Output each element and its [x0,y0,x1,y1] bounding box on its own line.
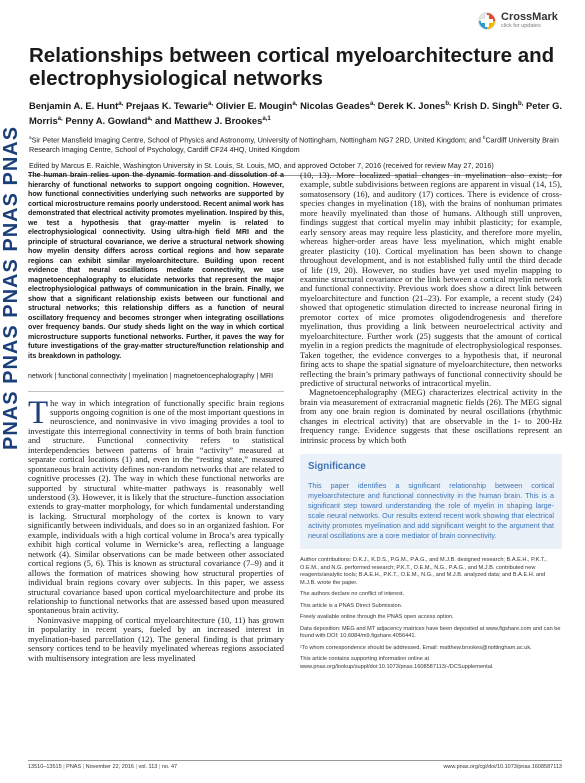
footer-doi-link[interactable]: www.pnas.org/cgi/doi/10.1073/pnas.1608587113 [443,764,562,770]
data-deposition[interactable]: Data deposition: MEG and MT adjacency matrices have been deposited at www.figshare.com and can be found with DOI: 10.6084/m9.figshare.4056441. [300,625,561,640]
article-columns [28,171,562,759]
body-paragraph: Noninvasive mapping of cortical myeloarchitecture (10, 11) has grown in popularity in recent years, fueled by an increased interest in myelination-based parcellation (12). The general finding is that primary sensory cortices tend to be heavily myelinated whereas regions associated with multisensory integration are less myelinated [28,614,284,663]
drop-cap: T [28,394,49,431]
footer-citation [28,764,177,770]
body-paragraph: Magnetoencephalography (MEG) characterizes electrical activity in the brain via measurement of extracranial magnetic fields (26). The MEG signal from any one brain region is dominated by neural oscillations (rhythmic changes in electrical activity) that are observable in the 1- to 200-Hz frequency range. Evidence suggests that these oscillations represent an intrinsic process by which both [300,387,562,445]
footer-number: no. 47 [161,764,178,770]
body-text-left [28,394,284,664]
significance-box [300,454,562,549]
crossmark-label: CrossMark [501,11,558,23]
right-column [300,171,562,675]
footer-separator: | [82,764,86,770]
article-header [28,44,562,176]
significance-title: Significance [308,461,366,473]
edited-by-line: Edited by Marcus E. Raichle, Washington University in St. Louis, St. Louis, MO, and approved October 7, 2016 (received for review May 27, 2016) [29,161,494,171]
article-info-notes [300,557,562,671]
open-access-note: Freely available online through the PNAS open access option. [300,614,454,621]
left-column [28,171,284,663]
page-footer [28,760,562,773]
submission-note: This article is a PNAS Direct Submission. [300,602,403,609]
author-contributions: Author contributions: D.K.J., K.D.S., P.G.M., P.A.G., and M.J.B. designed research; B.A.E.H., P.K.T., O.E.M., and N.G. performed research; P.K.T., O.E.M., N.G., P.A.G., and M.J.B. contributed new reagents/analytic tools; B.A.E.H., P.K.T., O.E.M., N.G., and M.J.B. analyzed data; and B.A.E.H. and M.J.B. wrote the paper. [300,557,547,586]
footer-journal: PNAS [66,764,82,770]
footer-separator: | [63,764,67,770]
conflict-statement: The authors declare no conflict of interest. [300,591,405,598]
abstract: The human brain relies upon the dynamic formation and dissolution of a hierarchy of functional networks to support ongoing cognition. However, how functional connectivities underlying such networks are supported by cortical microstructure remains poorly understood. Recent animal work has demonstrated that electrical activity promotes myelination. Inspired by this, we test a hypothesis that gray-matter myelin is related to electrophysiological connectivity. Using ultra-high field MRI and the principle of structural covariance, we derive a structural network showing how myelin density differs across cortical regions and how separate regions can exhibit similar myeloarchitecture. Building upon recent evidence that neural oscillations mediate connectivity, we use magnetoencephalography to elucidate networks that represent the major electrophysiological pathways of communication in the brain. Finally, we show that a significant relationship exists between our functional and structural networks; this relationship differs as a function of neural oscillatory frequency and becomes stronger when integrating oscillations over frequency bands. Our study sheds light on the way in which cortical microstructure supports functional networks. Further, it paves the way for future investigations of the gray-matter structure/function relationship and its breakdown in pathology. [28,171,284,360]
crossmark-sub: click for updates [501,23,541,29]
keywords-divider [28,391,284,392]
crossmark-text-block [501,12,558,30]
journal-sidebar [0,0,22,783]
keywords: network | functional connectivity | myelination | magnetoencephalography | MRI [28,373,274,380]
body-paragraph-text: he way in which integration of functionally specific brain regions supports ongoing cognition is one of the most important questions in neuroscience, and noninvasive in vivo imaging provides a tool to investigate this interregional connectivity in terms of both brain function and structure. Functional connectivity refers to statistical interdependencies between patterns of brain “activity” measured at separate cortical locations (1) and, even in the “resting state,” measured spontaneous brain activity defines non-random networks that are related to cognitive processes (2). The way in which these functional networks are supported by structural white-matter pathways is reasonably well understood (3). However, it is likely that the structure–function association extends to gray-matter morphology, for which fundamental understanding is lacking. Structural morphology of the cortex is known to vary significantly between individuals, and does so in an organized fashion. For example, individuals with a high cortical volume in Broca’s area typically exhibit high cortical volume in Wernicke’s area, reflecting a language network (4). Similar observations can be made between other associated cortical regions (5, 6). This is known as structural covariance (7–9) and it allows the formation of matrices showing how structural properties of individual brain regions covary over subjects. In this paper, we assess structural covariance based upon cortical myeloarchitecture and probe its relationship to functional networks that are assessed based upon measured spontaneous brain activity. [28,397,284,616]
affiliations: $^a$Sir Peter Mansfield Imaging Centre, School of Physics and Astronomy, University of Nottingham, Nottingham NG7 2RD, United Kingdom; and $^b$Cardiff University Brain Research Imaging Centre, School of Psychology, Cardiff CF24 4HQ, United Kingdom [29,135,559,154]
author-list: Benjamin A. E. Hunt$^{a,}$ Prejaas K. Tewarie$^{a,}$ Olivier E. Mougin$^{a,}$ Nicolas Geades$^{a,}$ Derek K. Jones$^{b,}$ Krish D. Singh$^{b,}$ Peter G. Morris$^{a,}$ Penny A. Gowland$^{a,}$ and Matthew J. Brookes$^{a,1}$ [29,100,562,126]
article-title: Relationships between cortical myeloarchitecture and electrophysiological networks [29,44,555,90]
footer-pages: 13510–13515 [28,764,62,770]
correspondence-note[interactable]: ¹To whom correspondence should be addressed. Email: matthew.brookes@nottingham.ac.uk. [300,644,532,651]
body-paragraph [28,394,284,616]
body-paragraph: (10, 13). More localized spatial changes in myelination also exist; for example, subtle subdivisions between regions are apparent in visual (14, 15), somatosensory (16), and auditory (17) cortices. There is evidence of cross-species changes in myelination (18), with the brains of nonhuman primates more heavily myelinated than those of humans. Although still unproven, findings suggest that cortical myelin may inhibit plasticity; for example, early sensory areas may require less plasticity, and therefore more myelin, whereas higher-order areas have less myelination, which might enable greater plasticity (10). Cortical myelination has been shown to change throughout development, and is not established fully until the third decade of life (19, 20). However, no studies have yet used myelin mapping to examine structural covariance or the link between a cortical myelin network and functional connectivity. Previous work does show a direct link between myeloarchitecture and function (21–23). For example, a recent study (24) showed that optogenetic stimulation directed to increase neuronal firing in premotor cortex of mice promotes oligodendrogenesis and therefore myelination, thus providing a link between neuroelectrical activity and myeloarchitecture. Further work (25) suggests that the amount of cortical myelin in a region predicts the magnitude of electrophysiological responses. Taken together, the evidence converges to a hypothesis that, if neuronal firing acts to shape the spatial signature of myeloarchitecture, then networks reflecting the brain’s primary pathways of functional connectivity should be predictive of structural networks of intracortical myelin. [300,170,562,388]
significance-text: This paper identifies a significant relationship between cortical myeloarchitecture and functional connectivity in the human brain. This is a significant step toward understanding the role of myelin in shaping large-scale neural networks. Our results extend recent work showing that electrical activity promotes myelination and add significant weight to the argument that neural oscillations are a core mediator of brain connectivity. [308,481,554,541]
crossmark-icon [477,11,497,31]
footer-volume: vol. 113 [138,764,158,770]
sidebar-pnas-watermark: PNAS PNAS PNAS PNAS PNAS [0,125,22,450]
footer-separator: | [158,764,162,770]
crossmark-badge[interactable] [477,8,569,34]
footer-date: November 22, 2016 [85,764,134,770]
supporting-info-note[interactable]: This article contains supporting information online at www.pnas.org/lookup/suppl/doi:10.1073/pnas.1608587113/-/DCSupplemental. [300,656,494,670]
footer-separator: | [135,764,139,770]
body-text-right [300,171,562,445]
